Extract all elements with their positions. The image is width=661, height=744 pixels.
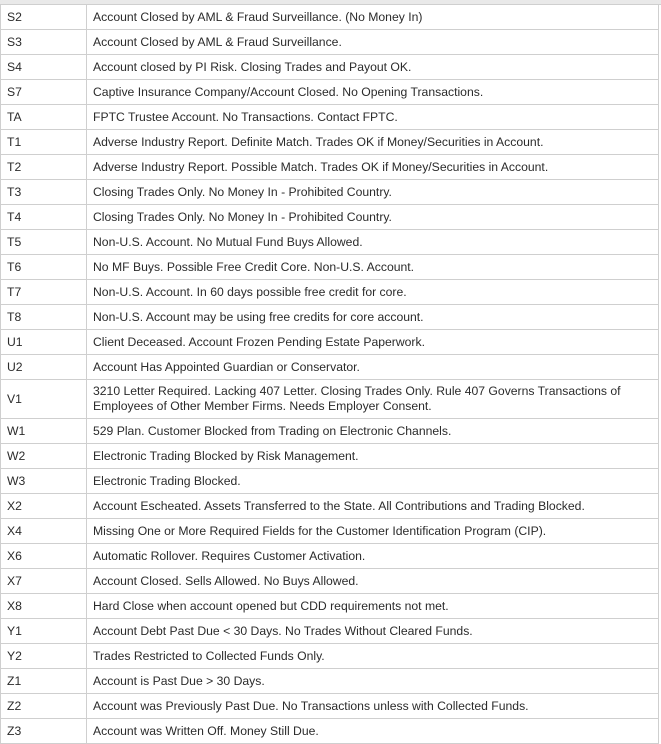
description-cell: Account was Previously Past Due. No Transactions unless with Collected Funds. [87,694,659,719]
table-row [1,255,659,280]
description-cell: Adverse Industry Report. Possible Match. Trades OK if Money/Securities in Account. [87,155,659,180]
code-cell: X2 [1,494,87,519]
code-cell: Y1 [1,619,87,644]
code-cell: X7 [1,569,87,594]
description-cell: Closing Trades Only. No Money In - Prohibited Country. [87,180,659,205]
code-cell: Y2 [1,644,87,669]
code-cell: T8 [1,305,87,330]
code-cell: Z3 [1,719,87,744]
code-cell: Z1 [1,669,87,694]
table-row [1,619,659,644]
account-code-table-body [1,5,659,744]
account-code-table [0,4,659,744]
table-row [1,130,659,155]
table-row [1,694,659,719]
description-cell: 529 Plan. Customer Blocked from Trading on Electronic Channels. [87,419,659,444]
description-cell: Closing Trades Only. No Money In - Prohibited Country. [87,205,659,230]
code-cell: T5 [1,230,87,255]
description-cell: Account Closed. Sells Allowed. No Buys Allowed. [87,569,659,594]
code-cell: Z2 [1,694,87,719]
description-cell: Account Has Appointed Guardian or Conservator. [87,355,659,380]
code-cell: S2 [1,5,87,30]
table-row [1,155,659,180]
table-row [1,494,659,519]
code-cell: S4 [1,55,87,80]
description-cell: Captive Insurance Company/Account Closed. No Opening Transactions. [87,80,659,105]
description-cell: Non-U.S. Account may be using free credits for core account. [87,305,659,330]
table-row [1,644,659,669]
table-row [1,544,659,569]
table-row [1,280,659,305]
code-cell: T1 [1,130,87,155]
table-row [1,444,659,469]
code-cell: T2 [1,155,87,180]
code-cell: TA [1,105,87,130]
code-cell: T3 [1,180,87,205]
code-cell: W2 [1,444,87,469]
table-row [1,80,659,105]
table-row [1,230,659,255]
table-row [1,669,659,694]
code-cell: W3 [1,469,87,494]
table-row [1,205,659,230]
table-row [1,569,659,594]
description-cell: Account Closed by AML & Fraud Surveillance. [87,30,659,55]
description-cell: Account Escheated. Assets Transferred to the State. All Contributions and Trading Blocked. [87,494,659,519]
code-cell: T7 [1,280,87,305]
description-cell: No MF Buys. Possible Free Credit Core. Non-U.S. Account. [87,255,659,280]
description-cell: 3210 Letter Required. Lacking 407 Letter. Closing Trades Only. Rule 407 Governs Transactions of Employees of Other Member Firms. Needs Employer Consent. [87,380,659,419]
code-cell: U1 [1,330,87,355]
description-cell: Account Closed by AML & Fraud Surveillance. (No Money In) [87,5,659,30]
code-cell: X8 [1,594,87,619]
description-cell: Hard Close when account opened but CDD requirements not met. [87,594,659,619]
code-cell: S3 [1,30,87,55]
description-cell: Automatic Rollover. Requires Customer Activation. [87,544,659,569]
table-row [1,380,659,419]
table-row [1,55,659,80]
code-cell: T4 [1,205,87,230]
description-cell: Account is Past Due > 30 Days. [87,669,659,694]
description-cell: Account was Written Off. Money Still Due. [87,719,659,744]
code-cell: X4 [1,519,87,544]
description-cell: Electronic Trading Blocked. [87,469,659,494]
description-cell: FPTC Trustee Account. No Transactions. Contact FPTC. [87,105,659,130]
code-cell: W1 [1,419,87,444]
description-cell: Account closed by PI Risk. Closing Trades and Payout OK. [87,55,659,80]
description-cell: Client Deceased. Account Frozen Pending Estate Paperwork. [87,330,659,355]
code-cell: U2 [1,355,87,380]
table-row [1,719,659,744]
table-row [1,519,659,544]
description-cell: Adverse Industry Report. Definite Match. Trades OK if Money/Securities in Account. [87,130,659,155]
table-row [1,105,659,130]
table-row [1,5,659,30]
code-cell: S7 [1,80,87,105]
description-cell: Electronic Trading Blocked by Risk Management. [87,444,659,469]
table-row [1,330,659,355]
table-row [1,594,659,619]
code-cell: V1 [1,380,87,419]
table-row [1,305,659,330]
description-cell: Missing One or More Required Fields for the Customer Identification Program (CIP). [87,519,659,544]
description-cell: Trades Restricted to Collected Funds Only. [87,644,659,669]
code-cell: X6 [1,544,87,569]
description-cell: Non-U.S. Account. No Mutual Fund Buys Allowed. [87,230,659,255]
table-row [1,30,659,55]
description-cell: Account Debt Past Due < 30 Days. No Trades Without Cleared Funds. [87,619,659,644]
table-row [1,419,659,444]
description-cell: Non-U.S. Account. In 60 days possible free credit for core. [87,280,659,305]
table-row [1,180,659,205]
table-row [1,469,659,494]
code-cell: T6 [1,255,87,280]
table-row [1,355,659,380]
